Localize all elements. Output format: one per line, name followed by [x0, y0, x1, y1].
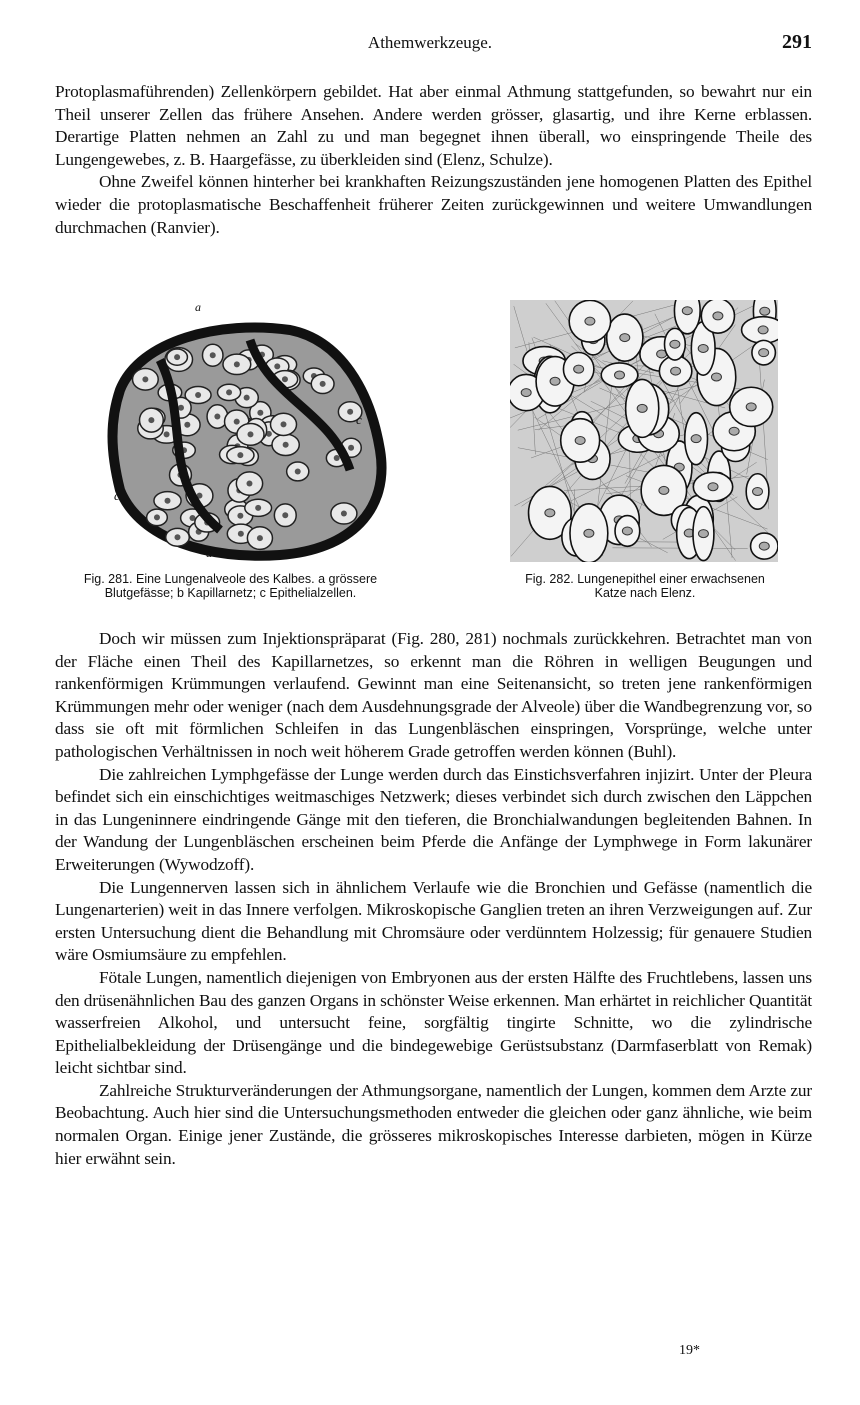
- caption-line: Fig. 281. Eine Lungenalveole des Kalbes. a grössere: [83, 572, 378, 586]
- figure-281-caption: [58, 572, 403, 600]
- signature-mark: 19*: [679, 1343, 700, 1358]
- figure-label: b: [326, 340, 333, 355]
- caption-line: Blutgefässe; b Kapillarnetz; c Epithelialzellen.: [104, 586, 357, 600]
- top-text: [55, 81, 812, 239]
- figure-281-alveole-illustration: [100, 300, 400, 568]
- running-title: Athemwerkzeuge.: [367, 33, 493, 52]
- figure-label: a: [195, 300, 201, 314]
- page-number: 291: [782, 31, 812, 53]
- figure-282-epithel-illustration: [510, 300, 778, 562]
- paragraph: Doch wir müssen zum Injektionspräparat (Fig. 280, 281) nochmals zurückkehren. Betrachtet man von der Fläche einen Theil des Kapillarnetzes, so erkennt man die Röhren in welligen Beugungen und rankenförmigen Krümmungen verlaufend. Gewinnt man eine Seitenansicht, so treten jene rankenförmigen Krümmungen mehr oder weniger (nach dem Ausdehnungsgrade der Alveole) über die Wandbegrenzung vor, so dass sie oft mit förmlichen Schleifen in das Lungenbläschen einspringen, Vorsprünge, welche unter pathologischen Verhältnissen in noch weit höherem Grade getroffen werden können (Buhl).: [55, 629, 812, 761]
- paragraph: Die Lungennerven lassen sich in ähnlichem Verlaufe wie die Bronchien und Gefässe (namentlich die Lungenarterien) weit in das Innere verfolgen. Mikroskopische Ganglien treten an ihren Verzweigungen auf. Zur ersten Untersuchung dient die Behandlung mit Chromsäure oder verdünntem Holzessig; für genauere Studien wäre Osmiumsäure zu empfehlen.: [55, 877, 812, 965]
- paragraph: Fötale Lungen, namentlich diejenigen von Embryonen aus der ersten Hälfte des Fruchtlebens, lassen uns den drüsenähnlichen Bau des ganzen Organs in schönster Weise erkennen. Man erhärtet in reichlicher Quantität wasserfreien Alkohol, und untersucht feine, sorgfältig tingirte Schnitte, wo die zylindrische Epithelialbekleidung der Drüsengänge und die bindegewebige Gerüstsubstanz (Darmfaserblatt von Remak) leicht sichtbar sind.: [55, 967, 812, 1078]
- figure-label: c: [356, 412, 362, 427]
- figure-label: c: [114, 488, 120, 503]
- caption-line: Katze nach Elenz.: [594, 586, 696, 600]
- figure-label: a: [206, 546, 212, 560]
- paragraph: Zahlreiche Strukturveränderungen der Athmungsorgane, namentlich der Lungen, kommen dem Arzte zur Beobachtung. Auch hier sind die Untersuchungsmethoden entweder die gleichen oder ganz ähnliche, wie beim normalen Organ. Einige jener Zustände, die grösseres mikroskopisches Interesse darbieten, mögen in Kürze hier erwähnt sein.: [55, 1080, 812, 1168]
- paragraph: Die zahlreichen Lymphgefässe der Lunge werden durch das Einstichsverfahren injizirt. Unter der Pleura befindet sich ein einschichtiges weitmaschiges Netzwerk; dieses verbindet sich durch zwischen den Läppchen in das Lungeninnere eindringende Gänge mit den tieferen, die Bronchialwandungen begleitenden Bahnen. In der Wandung der Lungenbläschen erscheinen beim Pferde die Anfänge der Lymphwege in Form lakunärer Erweiterungen (Wywodzoff).: [55, 764, 812, 874]
- figure-282-caption: [490, 572, 800, 600]
- caption-line: Fig. 282. Lungenepithel einer erwachsenen: [525, 572, 765, 586]
- paragraph: Protoplasmaführenden) Zellenkörpern gebildet. Hat aber einmal Athmung stattgefunden, so bewahrt nur ein Theil unserer Zellen das frühere Ansehen. Andere werden grösser, glasartig, und ihre Kerne erblassen. Derartige Platten nehmen an Zahl zu und man begegnet ihnen überall, wo einspringende Theile des Lungengewebes, z. B. Haargefässe, zu überkleiden sind (Elenz, Schulze).: [55, 82, 812, 169]
- paragraph: Ohne Zweifel können hinterher bei krankhaften Reizungszuständen jene homogenen Platten des Epithel wieder die protoplasmatische Beschaffenheit früherer Zeiten zurückgewinnen und weitere Umwandlungen durchmachen (Ranvier).: [55, 172, 812, 237]
- bottom-text: [55, 628, 812, 1170]
